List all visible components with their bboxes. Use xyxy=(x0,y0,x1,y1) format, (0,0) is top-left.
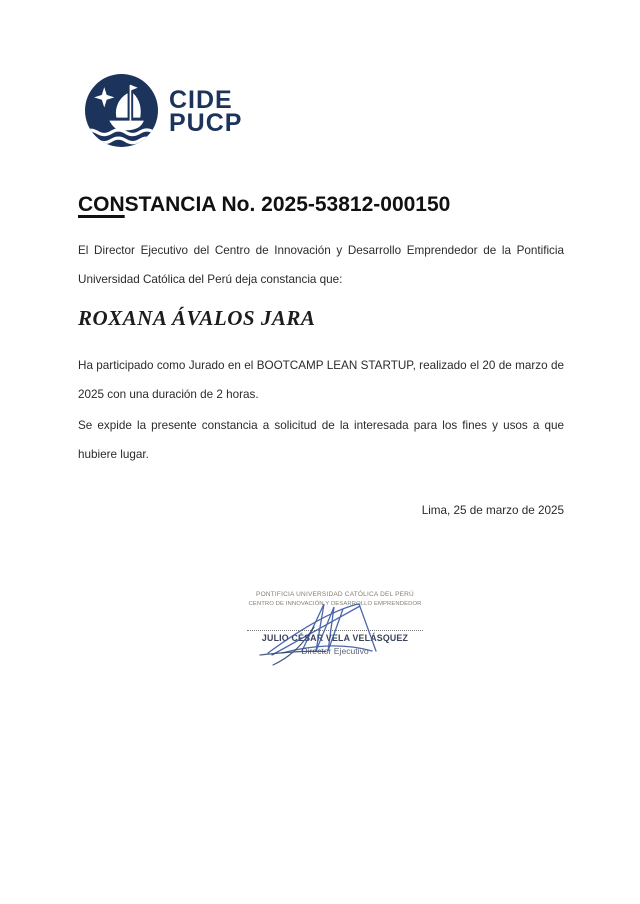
signer-title: Director Ejecutivo xyxy=(301,646,369,656)
ship-star-waves-icon xyxy=(85,74,158,147)
date-line: Lima, 25 de marzo de 2025 xyxy=(421,504,564,517)
title-underlined-part: CON xyxy=(78,193,125,216)
recipient-name: ROXANA ÁVALOS JARA xyxy=(78,306,316,330)
signature-dotted-line xyxy=(247,630,423,631)
logo-wordmark-line1: CIDE xyxy=(169,85,233,114)
logo-wordmark-line2: PUCP xyxy=(169,108,243,137)
stamp-org-line2: CENTRO DE INNOVACIÓN Y DESARROLLO EMPRENDEDOR xyxy=(248,601,422,607)
stamp-org-line1: PONTIFICIA UNIVERSIDAD CATÓLICA DEL PERÚ xyxy=(256,591,414,598)
signature-block xyxy=(240,591,430,657)
logo-wordmark xyxy=(169,85,243,137)
participation-paragraph: Ha participado como Jurado en el BOOTCAMP LEAN STARTUP, realizado el 20 de marzo de 2025 con una duración de 2 horas. xyxy=(78,359,564,401)
signature-space xyxy=(240,608,430,630)
closing-paragraph: Se expide la presente constancia a solicitud de la interesada para los fines y usos a que hubiere lugar. xyxy=(78,419,564,461)
cide-pucp-logo xyxy=(85,74,242,147)
title-rest: STANCIA No. 2025-53812-000150 xyxy=(124,193,451,216)
signer-name: JULIO CÉSAR VELA VELÁSQUEZ xyxy=(261,633,409,643)
intro-paragraph: El Director Ejecutivo del Centro de Innovación y Desarrollo Emprendedor de la Pontificia Universidad Católica del Perú deja constancia que: xyxy=(78,244,564,286)
page-title xyxy=(78,193,450,217)
